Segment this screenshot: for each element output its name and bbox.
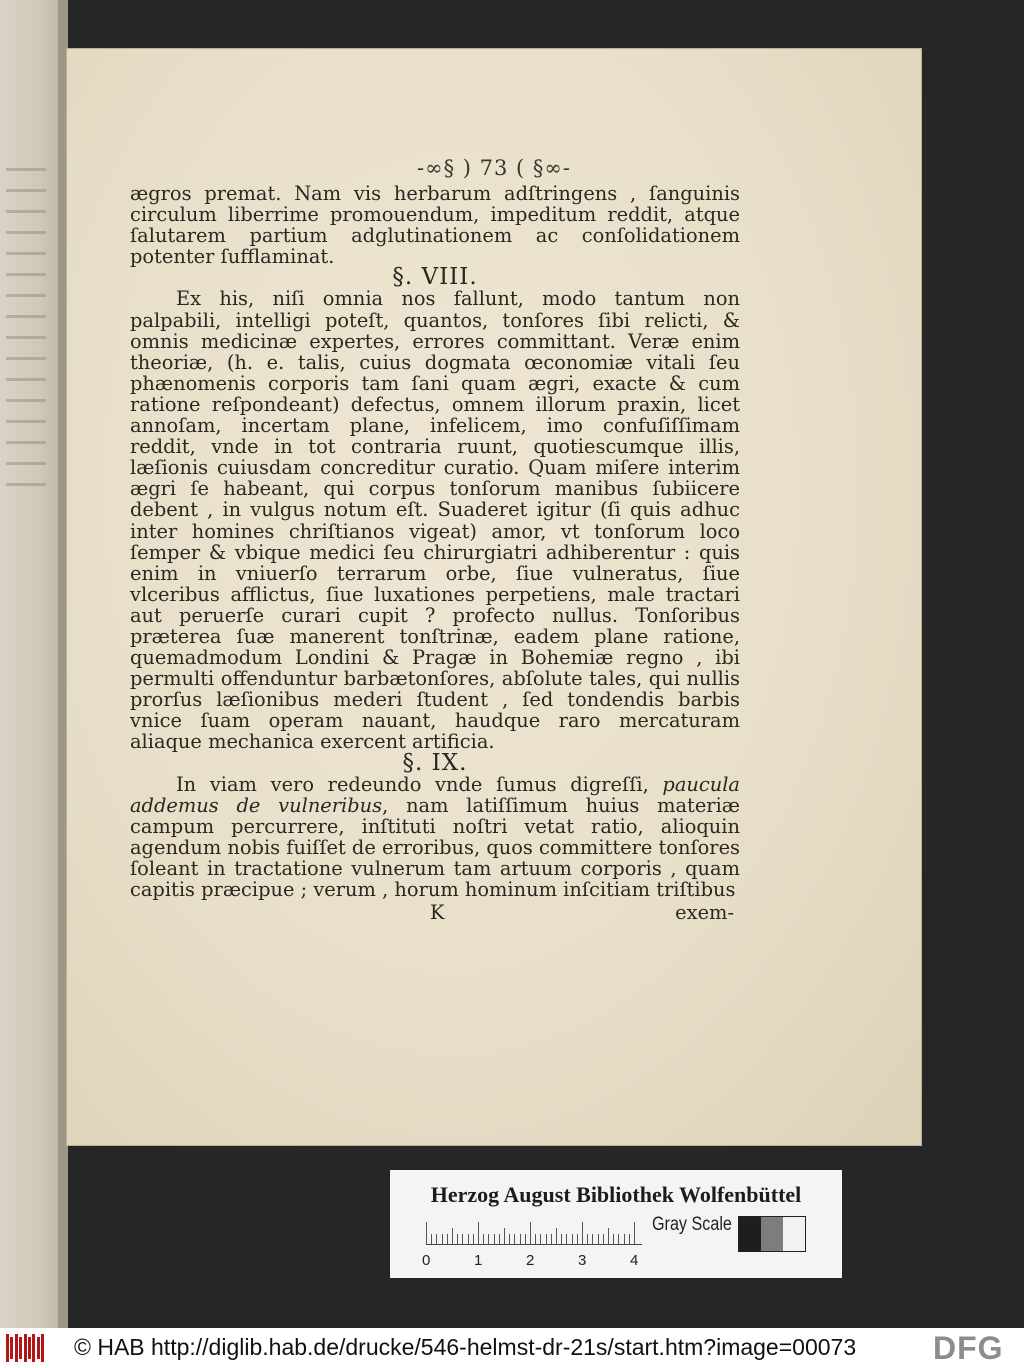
text-run: Ex his, niſi omnia nos fallunt, modo tantum non palpabili, intelligi poteſt, quantos, tonſores ſibi relicti, & omnis medicinæ expertes, errores committant. Veræ enim theoriæ, (h. e. talis, cuius dogmata œconomiæ vitali ſeu phænomenis corporis tam ſani quam ægri, exacte & cum ratione reſpondeant) defectus, omnem illorum praxin, licet annoſam, incertam plane, infelicem, imo confuſiſſimam reddit, vnde in tot contraria ruunt, quotiescumque illis, læſionis cuiusdam concreditur curatio. Quam miſere interim ægri ſe habeant, qui corpus tonſorum manibus ſubiicere debent , in vulgus notum eſt. Suaderet igitur (ſi quis adhuc inter homines chriſtianos vigeat) amor, vt tonſorum loco ſemper & vbique medici ſeu chirurgiatri adhiberentur : quis enim in vniuerſo terrarum orbe, ſiue vulneratus, ſiue vlceribus afflictus, ſiue luxationes perpetiens, male tractari aut peruerſe curari cupit ? profecto nullus. Tonſoribus præterea ſuæ manerent tonſtrinæ, eadem plane ratione, quemadmodum Londini & Pragæ in Bohemiæ regno , ibi permulti offenduntur barbætonſores, abſolute tales, qui nullis prorſus læſionibus mederi ſtudent , ſed tondendis barbis vnice ſuam operam nauant, haudque raro mercaturam aliaque mechanica exercent artificia. — [130, 287, 740, 754]
dfg-logo: DFG — [933, 1330, 1004, 1366]
ruler-number: 0 — [422, 1252, 431, 1269]
ruler-tick — [442, 1234, 443, 1244]
ruler-tick — [494, 1234, 495, 1244]
signature-mark: K — [430, 901, 445, 925]
text-run: §. VIII. — [392, 264, 478, 291]
gray-scale-label: Gray Scale — [652, 1214, 732, 1235]
ruler-number: 4 — [630, 1252, 639, 1269]
ruler-tick — [634, 1222, 635, 1244]
page-text — [130, 183, 740, 926]
section-heading — [130, 749, 740, 776]
gray-swatch — [739, 1217, 761, 1251]
ruler-number: 1 — [474, 1252, 483, 1269]
ruler-tick — [624, 1234, 625, 1244]
ruler-tick — [436, 1234, 437, 1244]
ruler-number: 3 — [578, 1252, 587, 1269]
ruler-tick — [473, 1234, 474, 1244]
scale-ruler — [426, 1216, 642, 1250]
text-run: §. IX. — [402, 749, 468, 776]
ruler-tick — [566, 1234, 567, 1244]
text-run: In viam vero redeundo vnde ſumus digreſſi, — [176, 772, 663, 796]
ruler-tick — [452, 1228, 453, 1244]
ruler-tick — [457, 1234, 458, 1244]
page-footer-line — [130, 902, 740, 926]
copyright-link[interactable]: © HAB http://diglib.hab.de/drucke/546-helmst-dr-21s/start.htm?image=00073 — [74, 1334, 857, 1360]
ruler-tick — [447, 1234, 448, 1244]
ruler-tick — [478, 1222, 479, 1244]
ruler-tick — [546, 1234, 547, 1244]
ruler-tick — [535, 1234, 536, 1244]
body-paragraph — [130, 774, 740, 901]
catchword: exem- — [675, 901, 734, 925]
ruler-tick — [431, 1234, 432, 1244]
ruler-tick — [540, 1234, 541, 1244]
hab-logo-icon — [6, 1334, 46, 1362]
ruler-tick — [608, 1228, 609, 1244]
viewer-footer — [0, 1328, 1024, 1368]
ruler-tick — [525, 1234, 526, 1244]
gray-swatch — [761, 1217, 783, 1251]
ruler-tick — [509, 1234, 510, 1244]
italic-phrase: paucula addemus de vulneribus — [130, 772, 740, 817]
ruler-tick — [468, 1234, 469, 1244]
ruler-tick — [592, 1234, 593, 1244]
section-heading — [130, 264, 740, 291]
ruler-tick — [572, 1234, 573, 1244]
ruler-tick — [462, 1234, 463, 1244]
ruler-tick — [556, 1228, 557, 1244]
ruler-tick — [520, 1234, 521, 1244]
ruler-tick — [499, 1234, 500, 1244]
adjacent-page-bleed — [6, 150, 46, 950]
adjacent-page-edge — [0, 0, 66, 1328]
ruler-tick — [514, 1234, 515, 1244]
ruler-tick — [629, 1234, 630, 1244]
ruler-tick — [618, 1234, 619, 1244]
ruler-tick — [488, 1234, 489, 1244]
ruler-tick — [426, 1222, 427, 1244]
library-label — [390, 1170, 842, 1278]
ruler-tick — [504, 1228, 505, 1244]
ruler-tick — [603, 1234, 604, 1244]
gray-scale-swatch — [738, 1216, 806, 1252]
ruler-tick — [577, 1234, 578, 1244]
ruler-tick — [582, 1222, 583, 1244]
library-name: Herzog August Bibliothek Wolfenbüttel — [430, 1182, 802, 1207]
body-paragraph — [130, 183, 740, 267]
ruler-tick — [561, 1234, 562, 1244]
ruler-tick — [551, 1234, 552, 1244]
ruler-tick — [483, 1234, 484, 1244]
page-header: -∞§ ) 73 ( §∞- — [417, 156, 571, 180]
text-run: , nam latiſſimum huius materiæ campum percurrere, inſtituti noſtri vetat ratio, alioquin agendum nobis fuiſſet de erroribus, quos committere tonſores ſoleant in tractatione vulnerum tam artuum corporis , quam capitis præcipue ; verum , horum hominum inſcitiam triſtibus — [130, 793, 740, 902]
ruler-number: 2 — [526, 1252, 535, 1269]
ruler-tick — [530, 1222, 531, 1244]
body-paragraph — [130, 288, 740, 752]
gray-swatch — [783, 1217, 805, 1251]
ruler-tick — [587, 1234, 588, 1244]
ruler-tick — [613, 1234, 614, 1244]
book-page — [66, 48, 922, 1146]
text-run: ægros premat. Nam vis herbarum adſtringens , ſanguinis circulum liberrime promouendum, impeditum reddit, atque ſalutarem partium adglutinationem ac conſolidationem potenter ſufflaminat. — [130, 182, 740, 269]
ruler-tick — [598, 1234, 599, 1244]
